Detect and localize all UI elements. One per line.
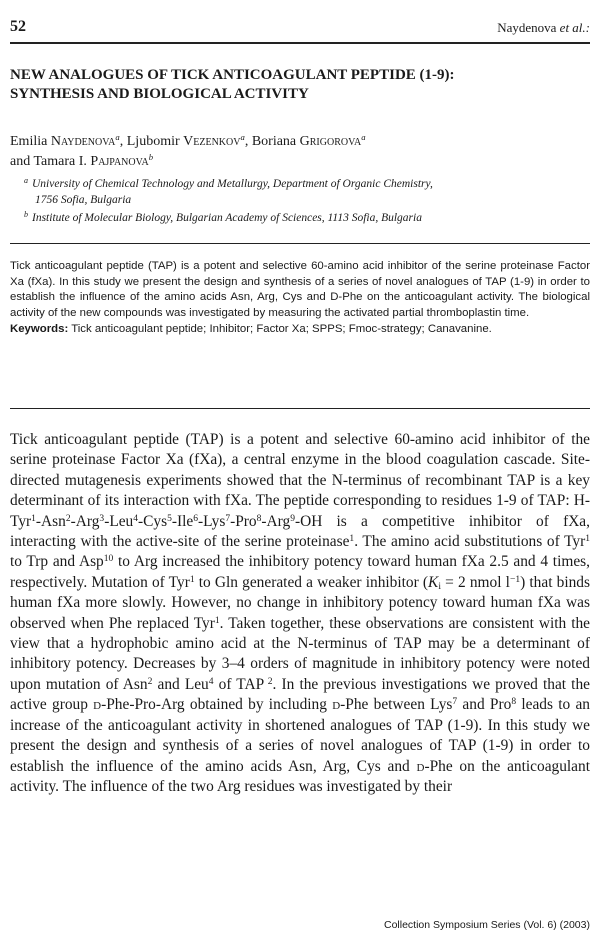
body-text-run: leads to an increase of the anticoagulant activity in shortened analogues of TAP (1-9). In this study we present the design and synthesis of a series of novel analogues of TAP (1-9) in order to establish the influence of the amino acids Asn, Arg, Cys and <box>10 696 590 775</box>
running-head <box>497 20 590 36</box>
small-caps-prefix: d <box>332 696 341 714</box>
affiliation-b: $^b$ Institute of Molecular Biology, Bulgarian Academy of Sciences, 1113 Sofia, Bulgaria <box>24 209 422 224</box>
page-header <box>10 10 590 44</box>
italic-symbol: K <box>428 573 439 591</box>
author-name: Boriana Grigorova$^a$ <box>251 132 366 149</box>
superscript: 2 <box>147 675 153 687</box>
superscript: 7 <box>452 696 458 708</box>
keywords: Tick anticoagulant peptide; Inhibitor; Factor Xa; SPPS; Fmoc-strategy; Canavanine. <box>71 322 492 335</box>
body-text-run: . The amino acid substitutions of Tyr <box>354 533 586 551</box>
body-text-run: -Cys <box>138 512 168 530</box>
body-text-run: -Arg <box>70 512 100 530</box>
superscript: 1 <box>214 614 220 626</box>
body-text-run: . Taken together, these observations are consistent with the view that a hydrophobic amino acid at the N-terminus of TAP may be a determinant of inhibitory potency. Decreases by 3–4 orders of magnitude in inhibitory potency were noted upon mutation of Asn <box>10 614 591 693</box>
body-text-run: to Trp and Asp <box>10 553 104 571</box>
author-list: Emilia Naydenova$^a$, Ljubomir Vezenkov$^a$, Boriana Grigorova$^a$ and Tamara I. Pajpanova$^b$ <box>10 132 366 169</box>
body-text-run: -Phe between Lys <box>340 696 453 714</box>
superscript: 2 <box>65 512 71 524</box>
running-head-suffix: et al.: <box>559 20 590 35</box>
superscript: 3 <box>99 512 105 524</box>
body-text-run: to Arg increased the inhibitory potency toward human fXa 2.5 and 4 times, respectively. Mutation of Tyr <box>10 553 590 591</box>
affiliation-a: $^a$ University of Chemical Technology and Metallurgy, Department of Organic Chemistry, 1756 Sofia, Bulgaria <box>24 175 433 206</box>
abstract-text: Tick anticoagulant peptide (TAP) is a potent and selective 60-amino acid inhibitor of the serine proteinase Factor Xa (fXa). In this study we present the design and synthesis of a series of novel analogues of TAP (1-9) in order to establish the influence of the amino acids Asn, Arg, Cys and D-Phe on the anticoagulant activity. The biological activity of the new compounds was investigated by measuring the activated partial thromboplastin time. <box>10 260 590 320</box>
body-text-run: . In the previous investigations we proved that the active group <box>10 675 590 714</box>
body-text-run: -OH is a competitive inhibitor of fXa, interacting with the active-site of the serine proteinase <box>10 512 590 551</box>
superscript: 1 <box>189 573 195 585</box>
subscript: i <box>438 580 441 592</box>
title-line: SYNTHESIS AND BIOLOGICAL ACTIVITY <box>10 86 309 102</box>
body-text-run: -Phe on the anticoagulant activity. The influence of the two Arg residues was investigated by their <box>10 757 590 795</box>
abstract: Tick anticoagulant peptide (TAP) is a potent and selective 60-amino acid inhibitor of the serine proteinase Factor Xa (fXa). In this study we present the design and synthesis of a series of novel analogues of TAP (1-9) in order to establish the influence of the amino acids Asn, Arg, Cys and D-Phe on the anticoagulant activity. The biological activity of the new compounds was investigated by measuring the activated partial thromboplastin time. Keywords: Tick anticoagulant peptide; Inhibitor; Factor Xa; SPPS; Fmoc-strategy; Canavanine. <box>10 260 590 335</box>
superscript: 1 <box>585 532 590 544</box>
superscript: 4 <box>208 675 214 687</box>
abstract-bottom-rule <box>10 408 590 409</box>
body-text-run: -Phe-Pro-Arg obtained by including <box>101 696 333 714</box>
superscript: 7 <box>225 512 231 524</box>
body-text-run: -Arg <box>261 512 291 530</box>
body-text-run: Tick anticoagulant peptide (TAP) is a potent and selective 60-amino acid inhibitor of the serine proteinase Factor Xa (fXa), a central enzyme in the blood coagulation cascade. Site-directed mutagenesis experiments showed that the N-terminus of recombinant TAP is a key determinant of its interaction with fXa. The peptide corresponding to residues 1-9 of TAP: H-Tyr <box>10 431 590 530</box>
small-caps-prefix: d <box>416 757 425 775</box>
superscript: 6 <box>193 512 198 524</box>
superscript: 1 <box>31 512 36 524</box>
body-text-run: -Leu <box>104 512 134 530</box>
superscript: 8 <box>511 696 517 708</box>
superscript: 2 <box>264 675 273 687</box>
author-name: Emilia Naydenova$^a$ <box>10 132 120 149</box>
keywords-label: Keywords <box>10 322 65 335</box>
title-line: NEW ANALOGUES OF TICK ANTICOAGULANT PEPTIDE (1-9): <box>10 67 455 83</box>
body-text-run: -Lys <box>197 512 226 530</box>
author-name: Tamara I. Pajpanova$^b$ <box>33 152 154 169</box>
body-paragraph <box>10 430 590 797</box>
superscript: 1 <box>349 532 355 544</box>
body-text-run: -Asn <box>35 512 66 530</box>
footer-citation: Collection Symposium Series (Vol. 6) (2003) <box>383 919 590 931</box>
running-head-author: Naydenova <box>497 20 557 35</box>
superscript: 5 <box>167 512 172 524</box>
body-text-run: -Pro <box>230 512 257 530</box>
superscript: 10 <box>103 553 114 565</box>
body-text-run: and Pro <box>457 696 512 714</box>
body-text-run: and Leu <box>152 675 209 693</box>
body-text-run: of TAP <box>213 675 265 693</box>
author-name: Ljubomir Vezenkov$^a$ <box>126 132 245 149</box>
body-text-run: = 2 nmol l <box>440 573 510 591</box>
superscript: 8 <box>256 512 262 524</box>
body-text-run: ) that binds human fXa more slowly. However, no change in inhibitory potency toward human fXa was observed when Phe replaced Tyr <box>10 573 590 632</box>
superscript: 4 <box>133 512 139 524</box>
paper-title <box>10 66 580 104</box>
body-text-run: to Gln generated a weaker inhibitor ( <box>194 573 429 591</box>
superscript: −1 <box>509 573 521 585</box>
body-text-run: -Ile <box>171 512 194 530</box>
small-caps-prefix: d <box>93 696 102 714</box>
abstract-top-rule <box>10 243 590 244</box>
superscript: 9 <box>290 512 295 524</box>
page-number: 52 <box>10 18 26 35</box>
